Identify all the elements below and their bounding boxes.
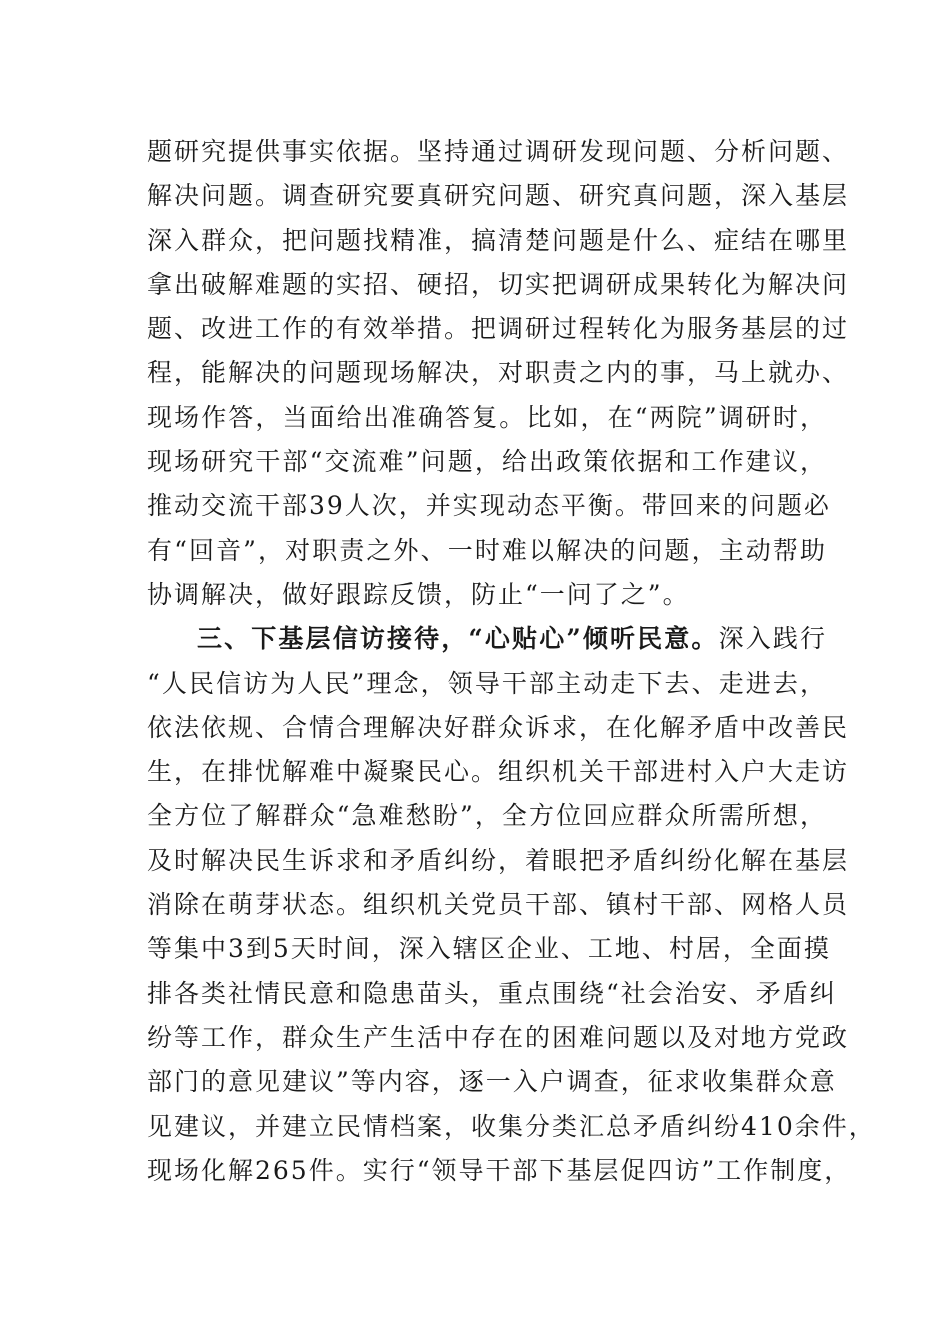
text-line: 见建议，并建立民情档案，收集分类汇总矛盾纠纷410余件，: [147, 1111, 876, 1141]
text-line: 部门的意见建议”等内容，逐一入户调查，征求收集群众意: [147, 1067, 837, 1097]
text-line: 题、改进工作的有效举措。把调研过程转化为服务基层的过: [147, 314, 850, 344]
body-text: [147, 130, 876, 1193]
text-line: 解决问题。调查研究要真研究问题、研究真问题，深入基层: [147, 181, 850, 211]
text-line: 深入群众，把问题找精准，搞清楚问题是什么、症结在哪里: [147, 225, 850, 255]
text-line: 生，在排忧解难中凝聚民心。组织机关干部进村入户大走访: [147, 757, 850, 787]
text-line: 消除在萌芽状态。组织机关党员干部、镇村干部、网格人员: [147, 890, 850, 920]
text-line: 有“回音”，对职责之外、一时难以解决的问题，主动帮助: [147, 535, 827, 565]
text-line: 推动交流干部39人次，并实现动态平衡。带回来的问题必: [147, 491, 831, 521]
text-line: 协调解决，做好跟踪反馈，防止“一问了之”。: [147, 579, 690, 609]
text-line: 等集中3到5天时间，深入辖区企业、工地、村居，全面摸: [147, 934, 831, 964]
text-line: 及时解决民生诉求和矛盾纠纷，着眼把矛盾纠纷化解在基层: [147, 845, 850, 875]
text-line: 依法依规、合情合理解决好群众诉求，在化解矛盾中改善民: [147, 712, 850, 742]
section-heading: 三、下基层信访接待，“心贴心”倾听民意。: [197, 624, 719, 654]
text-line: 现场作答，当面给出准确答复。比如，在“两院”调研时，: [147, 402, 827, 432]
text-line: “人民信访为人民”理念，领导干部主动走下去、走进去，: [147, 668, 827, 698]
text-line: 现场化解265件。实行“领导干部下基层促四访”工作制度，: [147, 1155, 852, 1185]
text-line: 纷等工作，群众生产生活中存在的困难问题以及对地方党政: [147, 1022, 850, 1052]
text-line: 程，能解决的问题现场解决，对职责之内的事，马上就办、: [147, 358, 850, 388]
text-line: 全方位了解群众“急难愁盼”，全方位回应群众所需所想，: [147, 801, 827, 831]
text-line: 排各类社情民意和隐患苗头，重点围绕“社会治安、矛盾纠: [147, 978, 837, 1008]
section-heading-line: [147, 617, 827, 661]
text-line: 现场研究干部“交流难”问题，给出政策依据和工作建议，: [147, 447, 827, 477]
section-heading-tail: 深入践行: [718, 624, 827, 654]
text-line: 拿出破解难题的实招、硬招，切实把调研成果转化为解决问: [147, 269, 850, 299]
text-line: 题研究提供事实依据。坚持通过调研发现问题、分析问题、: [147, 137, 850, 166]
